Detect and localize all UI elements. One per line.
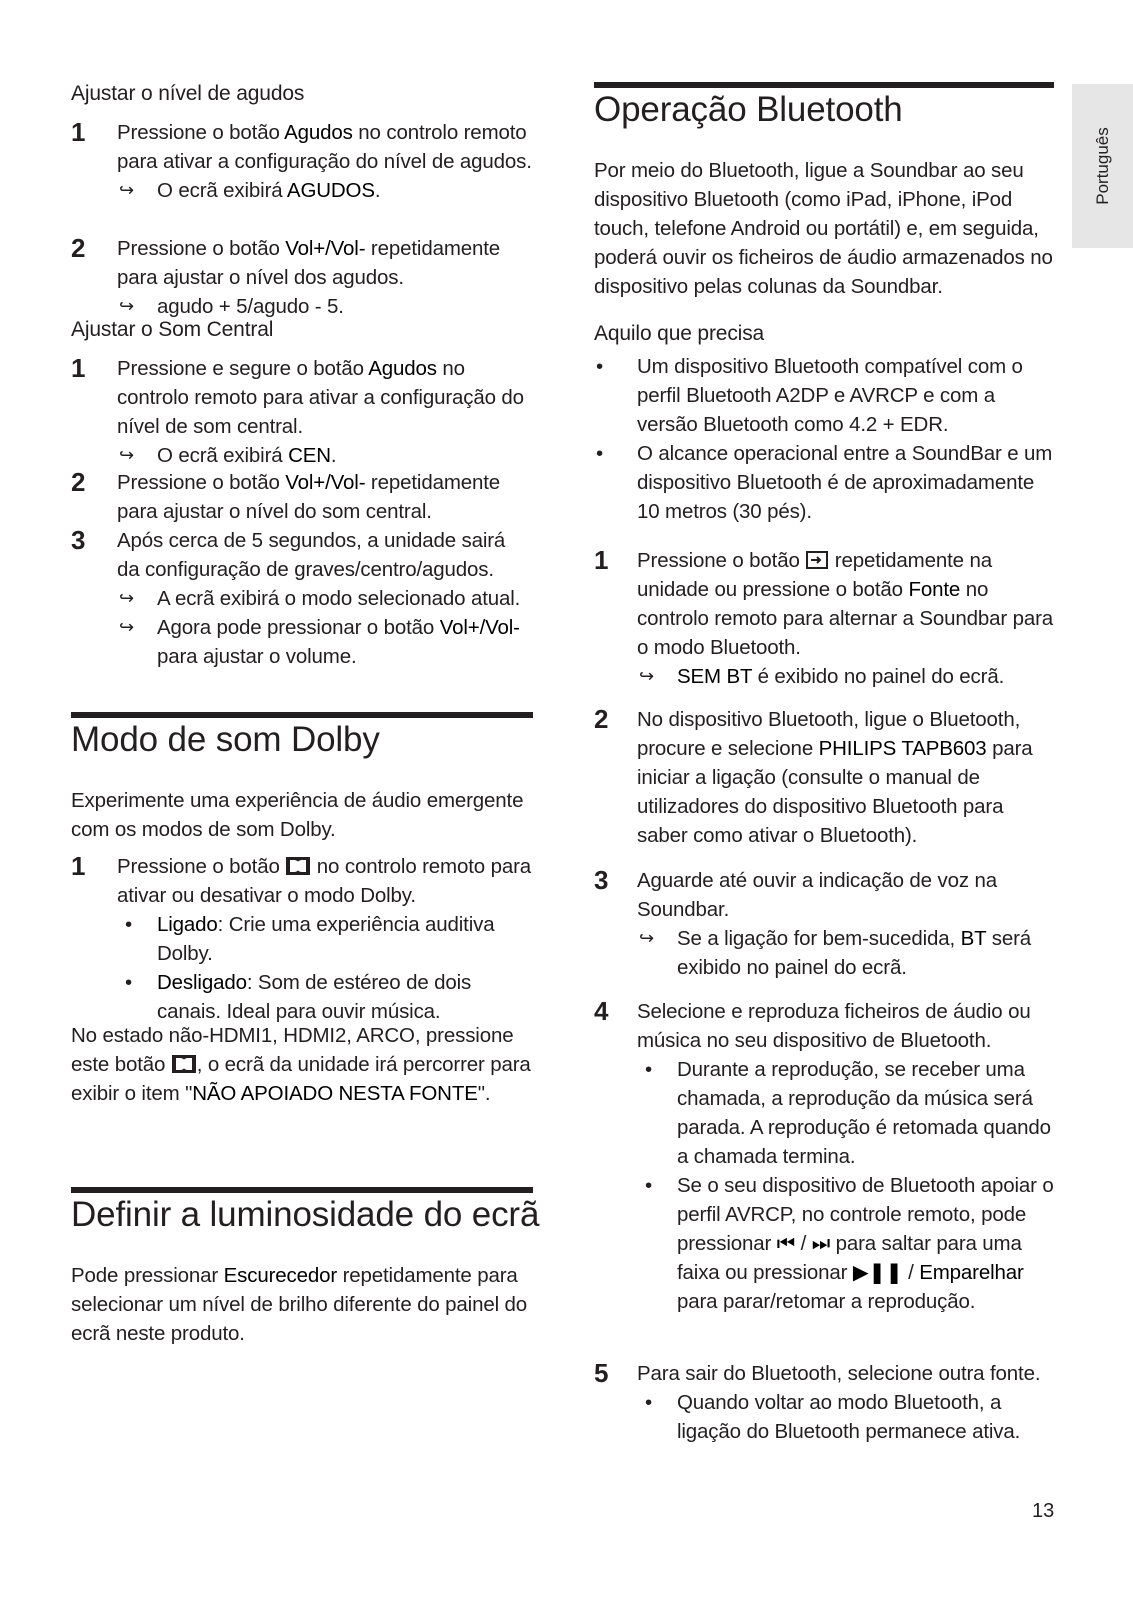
bt-step-4: [594, 997, 1054, 1316]
bullet-item: • Desligado: Som de estéreo de dois canais. Ideal para ouvir música.: [117, 968, 533, 1026]
step-number: 2: [594, 704, 609, 734]
step-number: 3: [71, 525, 86, 555]
arrow-icon: ↪: [639, 666, 654, 686]
bullet: •: [645, 1058, 653, 1081]
arrow-icon: ↪: [639, 928, 654, 948]
center-step-1: [71, 354, 533, 470]
bullet: •: [125, 913, 133, 936]
needs-list: [594, 352, 1054, 526]
language-tab: [1072, 84, 1133, 248]
bullet-item: • Um dispositivo Bluetooth compatível com o perfil Bluetooth A2DP e AVRCP e com a versão Bluetooth como 4.2 + EDR.: [594, 352, 1054, 439]
step-text: Após cerca de 5 segundos, a unidade sairá da configuração de graves/centro/agudos.: [117, 529, 506, 581]
step-number: 2: [71, 467, 86, 497]
step-text: Pressione o botão no controlo remoto para ativar ou desativar o modo Dolby.: [117, 855, 531, 907]
step-text: Selecione e reproduza ficheiros de áudio ou música no seu dispositivo de Bluetooth.: [637, 1000, 1031, 1052]
bt-step-3: [594, 866, 1054, 982]
step-number: 1: [71, 353, 86, 383]
result-line: ↪ agudo + 5/agudo - 5.: [117, 292, 533, 321]
arrow-icon: ↪: [119, 445, 134, 465]
bluetooth-intro: Por meio do Bluetooth, ligue a Soundbar ao seu dispositivo Bluetooth (como iPad, iPhone, iPod touch, telefone Android ou portátil) e, em seguida, poderá ouvir os ficheiros de áudio armazenados no dispositivo pelas colunas da Soundbar.: [594, 159, 1053, 298]
step-text: Pressione o botão Vol+/Vol- repetidamente para ajustar o nível dos agudos.: [117, 237, 501, 289]
brightness-text: Pode pressionar Escurecedor repetidamente para selecionar um nível de brilho diferente do painel do ecrã neste produto.: [71, 1264, 528, 1345]
dolby-step-1: [71, 852, 533, 1026]
step-number: 1: [71, 851, 86, 881]
bullet: •: [645, 1174, 653, 1197]
result-line: ↪ A ecrã exibirá o modo selecionado atual.: [117, 584, 533, 613]
bullet: •: [125, 971, 133, 994]
step-text: Aguarde até ouvir a indicação de voz na Soundbar.: [637, 869, 997, 921]
result-line: ↪ O ecrã exibirá AGUDOS.: [117, 176, 533, 205]
bt-step-5: [594, 1359, 1054, 1446]
bullet-item: • Se o seu dispositivo de Bluetooth apoiar o perfil AVRCP, no controle remoto, pode pressionar ⏮ / ⏭ para saltar para uma faixa ou pressionar ▶❚❚ / Emparelhar para parar/retomar a reprodução.: [637, 1171, 1054, 1316]
bullet: •: [596, 442, 604, 465]
step-number: 4: [594, 996, 609, 1026]
bullet-item: • Ligado: Crie uma experiência auditiva Dolby.: [117, 910, 533, 968]
step-number: 2: [71, 233, 86, 263]
step-number: 1: [71, 117, 86, 147]
center-heading: Ajustar o Som Central: [71, 318, 274, 341]
step-text: Pressione e segure o botão Agudos no controlo remoto para ativar a configuração do nível de som central.: [117, 357, 524, 438]
treble-heading: Ajustar o nível de agudos: [71, 82, 305, 105]
bullet-item: • Quando voltar ao modo Bluetooth, a ligação do Bluetooth permanece ativa.: [637, 1388, 1054, 1446]
step-text: Para sair do Bluetooth, selecione outra fonte.: [637, 1362, 1041, 1385]
arrow-icon: ↪: [119, 296, 134, 316]
step-number: 3: [594, 865, 609, 895]
brightness-title: Definir a luminosidade do ecrã: [71, 1195, 540, 1234]
play-pause-icon: ▶❚❚: [852, 1261, 903, 1284]
bullet-item: • Durante a reprodução, se receber uma chamada, a reprodução da música será parada. A reprodução é retomada quando a chamada termina.: [637, 1055, 1054, 1171]
bluetooth-title: Operação Bluetooth: [594, 90, 903, 129]
step-text: Pressione o botão Agudos no controlo remoto para ativar a configuração do nível de agudos.: [117, 121, 532, 173]
bullet-item: • O alcance operacional entre a SoundBar e um dispositivo Bluetooth é de aproximadamente 10 metros (30 pés).: [594, 439, 1054, 526]
arrow-icon: ↪: [119, 180, 134, 200]
language-label: Português: [1092, 127, 1112, 205]
center-step-3: [71, 526, 533, 671]
bt-step-2: [594, 705, 1054, 850]
needs-heading: Aquilo que precisa: [594, 322, 765, 345]
result-line: ↪ Agora pode pressionar o botão Vol+/Vol- para ajustar o volume.: [117, 613, 533, 671]
result-line: ↪ Se a ligação for bem-sucedida, BT será exibido no painel do ecrã.: [637, 924, 1054, 982]
bullet: •: [596, 355, 604, 378]
step-text: Pressione o botão Vol+/Vol- repetidamente para ajustar o nível do som central.: [117, 471, 501, 523]
previous-icon: ⏮: [776, 1232, 796, 1255]
step-number: 1: [594, 545, 609, 575]
dolby-icon: [171, 1054, 197, 1074]
arrow-icon: ↪: [119, 617, 134, 637]
result-line: ↪ O ecrã exibirá CEN.: [117, 441, 533, 470]
arrow-icon: ↪: [119, 588, 134, 608]
treble-step-2: [71, 234, 533, 321]
dolby-title: Modo de som Dolby: [71, 720, 380, 759]
step-text: No dispositivo Bluetooth, ligue o Bluetooth, procure e selecione PHILIPS TAPB603 para iniciar a ligação (consulte o manual de utilizadores do dispositivo Bluetooth para saber como ativar o Bluetooth).: [637, 708, 1033, 847]
center-step-2: [71, 468, 533, 526]
result-line: ↪ SEM BT é exibido no painel do ecrã.: [637, 662, 1054, 691]
bullet: •: [645, 1391, 653, 1414]
step-number: 5: [594, 1358, 609, 1388]
bt-step-1: [594, 546, 1054, 691]
dolby-icon: [285, 856, 311, 876]
next-icon: ⏭: [811, 1232, 831, 1255]
step-text: Pressione o botão repetidamente na unidade ou pressione o botão Fonte no controlo remoto para alternar a Soundbar para o modo Bluetooth.: [637, 549, 1054, 659]
page-number: 13: [1032, 1500, 1055, 1522]
dolby-intro: Experimente uma experiência de áudio emergente com os modos de som Dolby.: [71, 789, 524, 841]
treble-step-1: [71, 118, 533, 205]
dolby-note: No estado não-HDMI1, HDMI2, ARCO, pressione este botão , o ecrã da unidade irá percorrer para exibir o item "NÃO APOIADO NESTA FONTE".: [71, 1024, 531, 1105]
source-icon: [805, 550, 829, 570]
